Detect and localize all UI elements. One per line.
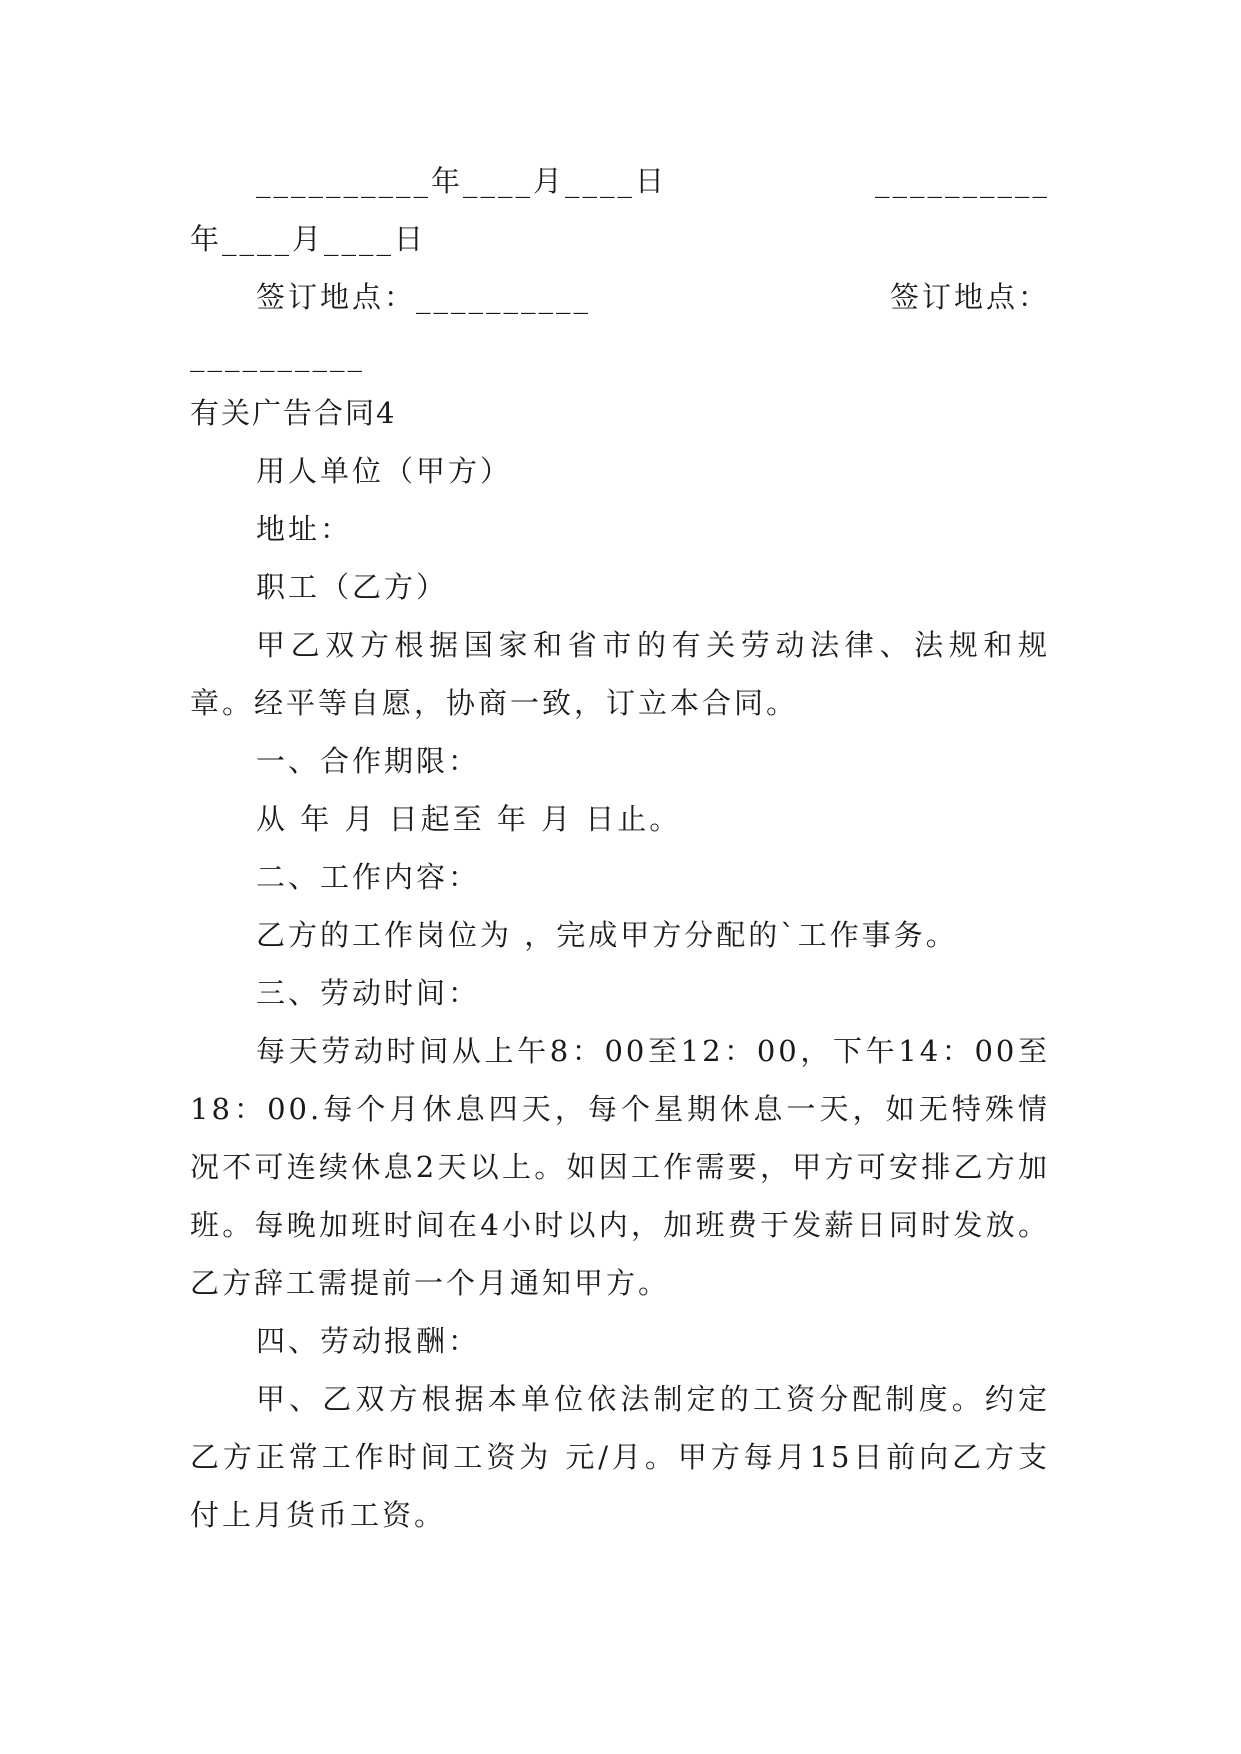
employer-label: 用人单位（甲方） <box>256 454 513 488</box>
section-3-title: 三、劳动时间： <box>256 976 481 1010</box>
signature-place-row <box>190 268 1050 326</box>
signature-date-row <box>190 152 1050 210</box>
section-3-body: 每天劳动时间从上午8：00至12：00，下午14：00至18：00.每个月休息四天，每个星期休息一天，如无特殊情况不可连续休息2天以上。如因工作需要，甲方可安排乙方加班。每晚加班时间在4小时以内，加班费于发薪日同时发放。 乙方辞工需提前一个月通知甲方。 <box>190 1034 1050 1300</box>
section-1-title: 一、合作期限： <box>256 744 481 778</box>
section-1-body: 从 年 月 日起至 年 月 日止。 <box>256 802 682 836</box>
party-b-place-label: 签订地点： <box>889 280 1050 314</box>
party-b-date-blank: __________ <box>875 164 1050 198</box>
address-label: 地址： <box>256 512 353 546</box>
intro-paragraph: 甲乙双方根据国家和省市的有关劳动法律、法规和规章。经平等自愿，协商一致，订立本合同。 <box>190 628 1050 720</box>
document-body <box>190 152 1050 1544</box>
party-b-date: 年____月____日 <box>190 222 427 256</box>
section-4-body: 甲、乙双方根据本单位依法制定的工资分配制度。约定乙方正常工作时间工资为 元/月。甲方每月15日前向乙方支付上月货币工资。 <box>190 1382 1050 1532</box>
section-2-body: 乙方的工作岗位为 ，完成甲方分配的`工作事务。 <box>256 918 958 952</box>
party-a-date: __________年____月____日 <box>256 164 668 198</box>
employee-label: 职工（乙方） <box>256 570 449 604</box>
section-2-title: 二、工作内容： <box>256 860 481 894</box>
section-4-title: 四、劳动报酬： <box>256 1324 481 1358</box>
party-a-place: 签订地点：__________ <box>256 280 592 314</box>
contract-title: 有关广告合同4 <box>190 396 397 430</box>
party-b-place-blank: __________ <box>190 338 365 372</box>
